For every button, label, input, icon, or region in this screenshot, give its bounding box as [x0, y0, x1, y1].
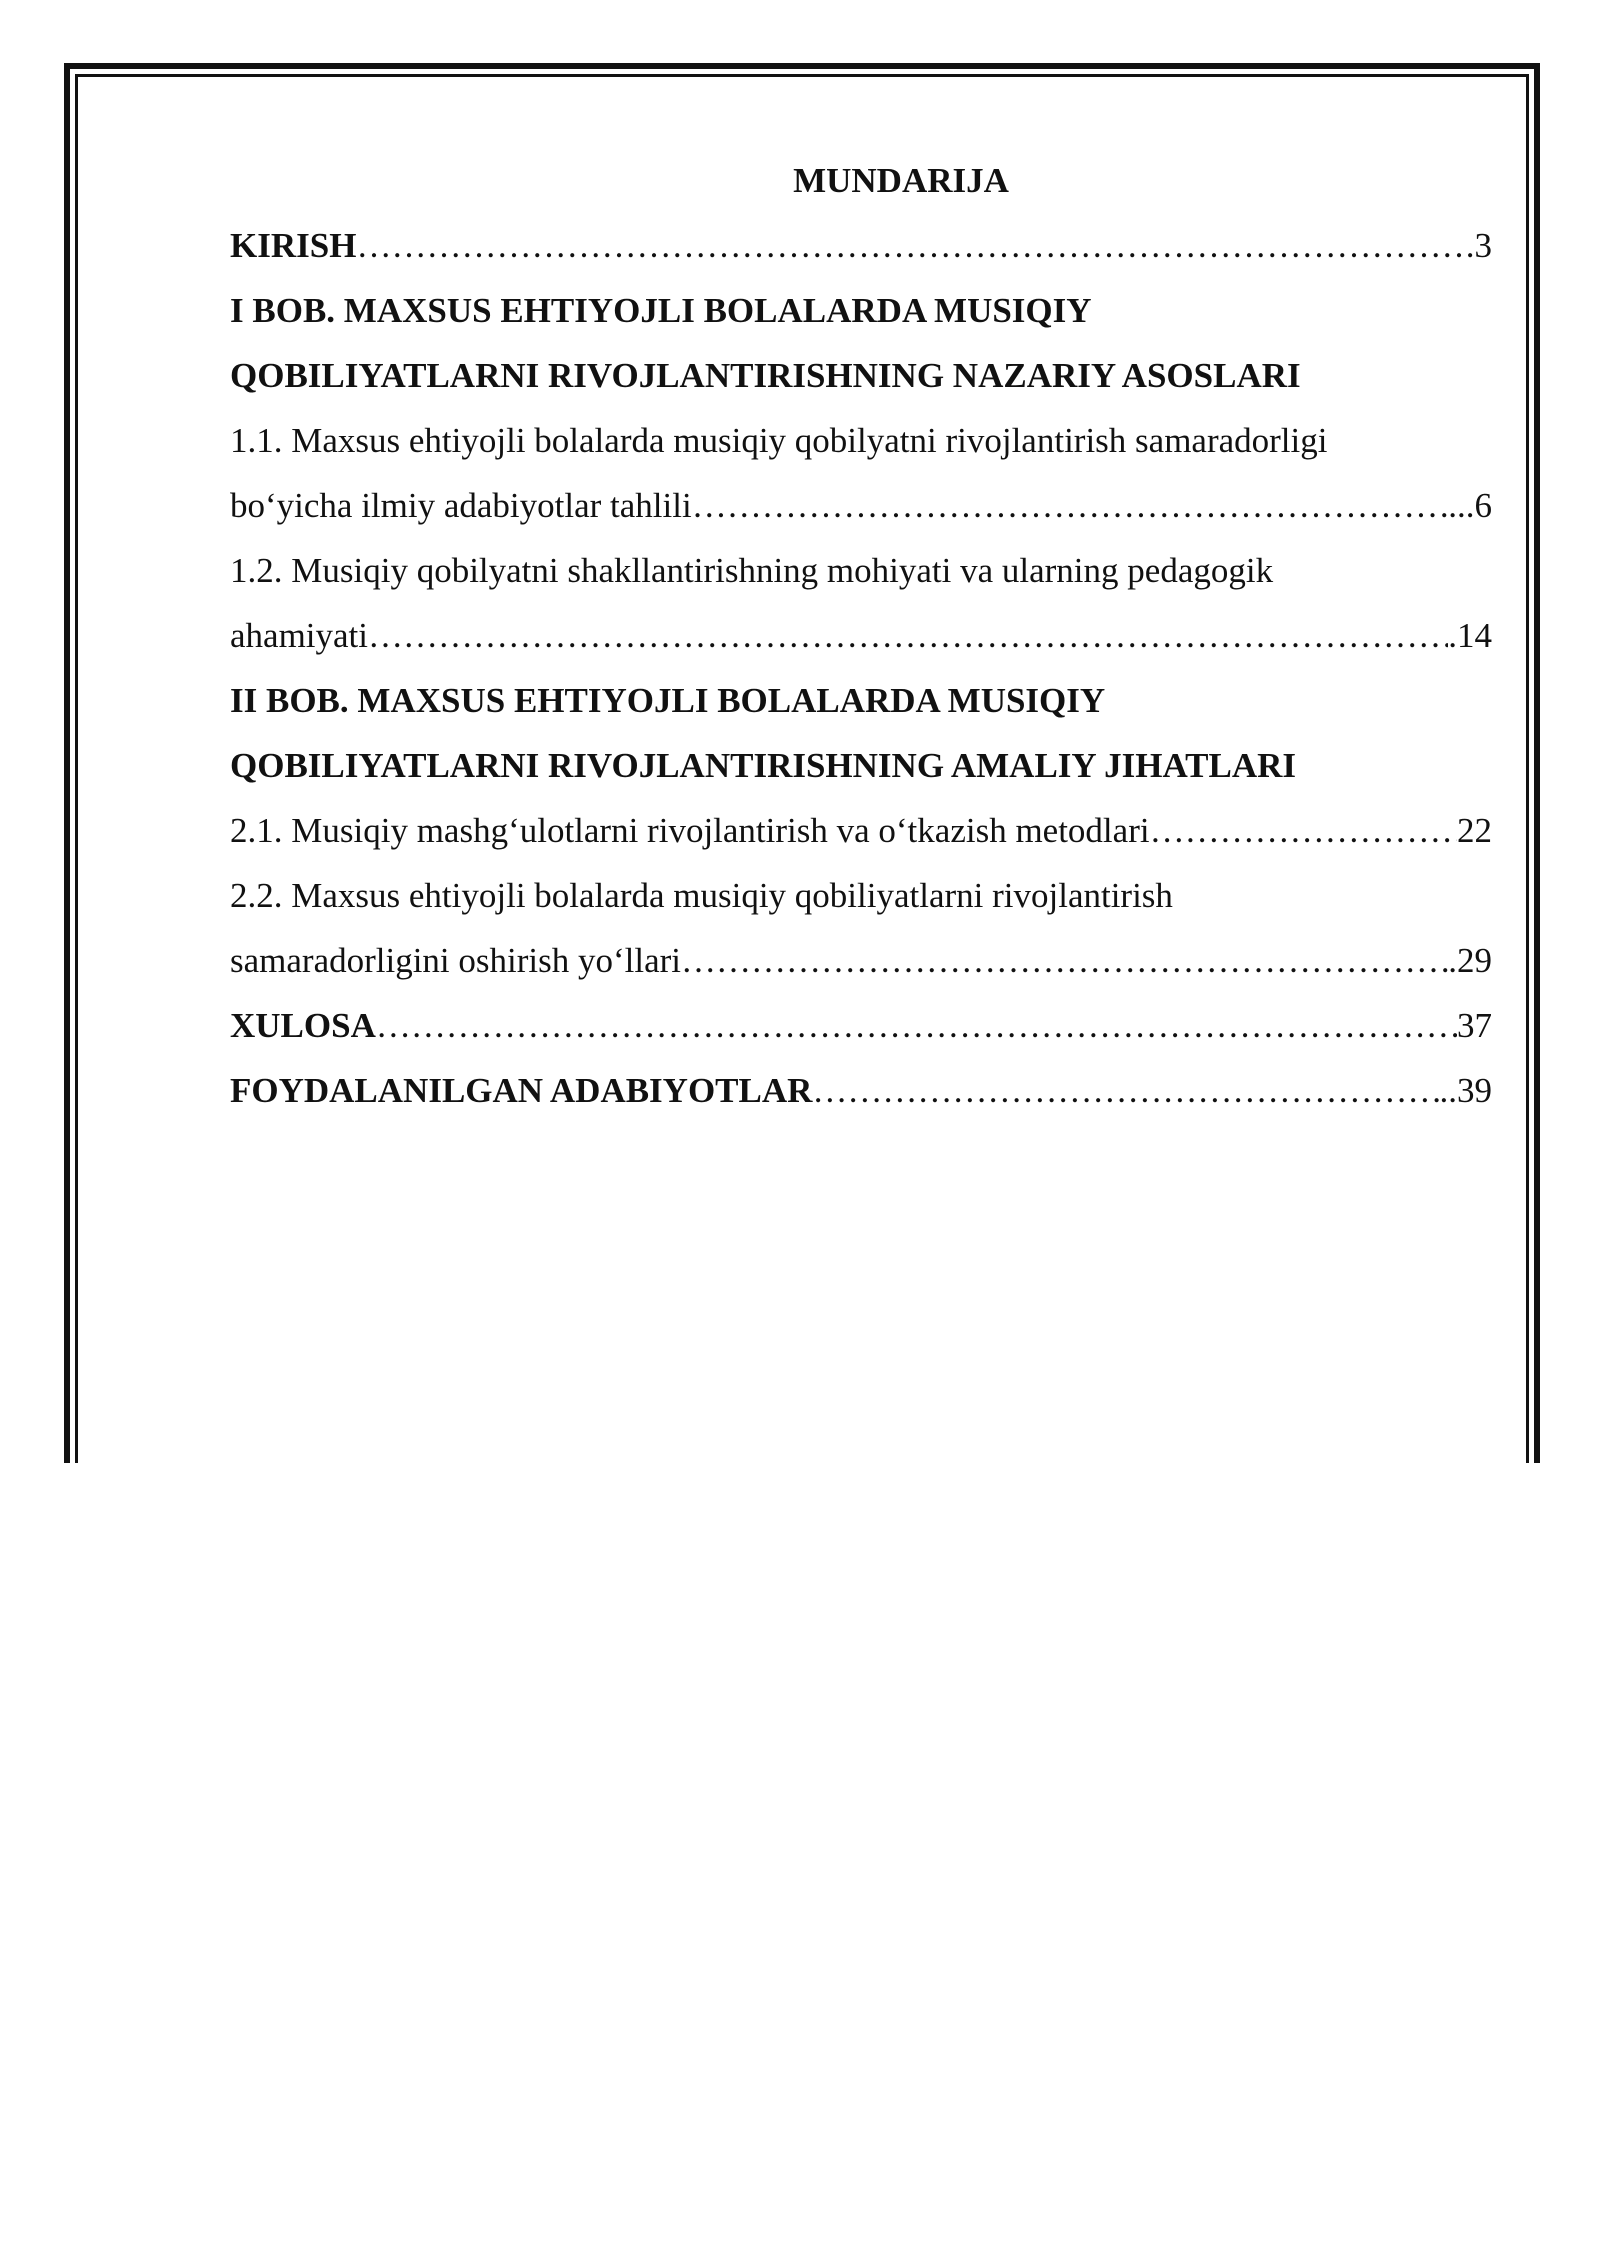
toc-entry-label: samaradorligini oshirish yo‘llari — [230, 941, 682, 980]
toc-entry-intro[interactable] — [230, 213, 1492, 278]
toc-chapter-2-line-1[interactable]: II BOB. MAXSUS EHTIYOJLI BOLALARDA MUSIQIY — [230, 681, 1106, 720]
toc-section-1-1-line-2[interactable] — [230, 473, 1492, 538]
toc-entry-references[interactable] — [230, 1058, 1492, 1123]
toc-entry-label: FOYDALANILGAN ADABIYOTLAR — [230, 1071, 813, 1110]
toc-chapter-1-line-2[interactable]: QOBILIYATLARNI RIVOJLANTIRISHNING NAZARIY ASOSLARI — [230, 356, 1301, 395]
toc-entry-conclusion[interactable] — [230, 993, 1492, 1058]
toc-page-number: .14 — [1448, 616, 1492, 655]
toc-section-2-2-line-2[interactable] — [230, 928, 1492, 993]
toc-page-number: .29 — [1448, 941, 1492, 980]
toc-entry-label: KIRISH — [230, 226, 357, 265]
toc-page-number: ..39 — [1439, 1071, 1492, 1110]
table-of-contents — [230, 148, 1492, 1123]
toc-section-1-2-line-2[interactable] — [230, 603, 1492, 668]
toc-page-number: .3 — [1465, 226, 1492, 265]
toc-entry-label: bo‘yicha ilmiy adabiyotlar tahlili — [230, 486, 692, 525]
toc-entry-label: ahamiyati — [230, 616, 369, 655]
toc-entry-label: XULOSA — [230, 1006, 376, 1045]
dot-leader — [376, 993, 1457, 1058]
dot-leader — [681, 928, 1448, 993]
toc-chapter-1-line-1[interactable]: I BOB. MAXSUS EHTIYOJLI BOLALARDA MUSIQIY — [230, 291, 1092, 330]
toc-section-1-2-line-1[interactable]: 1.2. Musiqiy qobilyatni shakllantirishning mohiyati va ularning pedagogik — [230, 551, 1274, 590]
toc-page-number: 37 — [1457, 1006, 1492, 1045]
toc-entry-label: 2.1. Musiqiy mashg‘ulotlarni rivojlantirish va o‘tkazish metodlari — [230, 811, 1150, 850]
toc-chapter-2-line-2[interactable]: QOBILIYATLARNI RIVOJLANTIRISHNING AMALIY JIHATLARI — [230, 746, 1297, 785]
toc-page-number: 22 — [1457, 811, 1492, 850]
dot-leader — [356, 213, 1465, 278]
toc-section-2-2-line-1[interactable]: 2.2. Maxsus ehtiyojli bolalarda musiqiy qobiliyatlarni rivojlantirish — [230, 876, 1173, 915]
toc-title: MUNDARIJA — [793, 161, 1009, 200]
dot-leader — [1150, 798, 1457, 863]
dot-leader — [692, 473, 1449, 538]
toc-page-number: ...6 — [1448, 486, 1492, 525]
toc-section-1-1-line-1[interactable]: 1.1. Maxsus ehtiyojli bolalarda musiqiy qobilyatni rivojlantirish samaradorligi — [230, 421, 1328, 460]
dot-leader — [812, 1058, 1439, 1123]
dot-leader — [368, 603, 1448, 668]
toc-section-2-1[interactable] — [230, 798, 1492, 863]
